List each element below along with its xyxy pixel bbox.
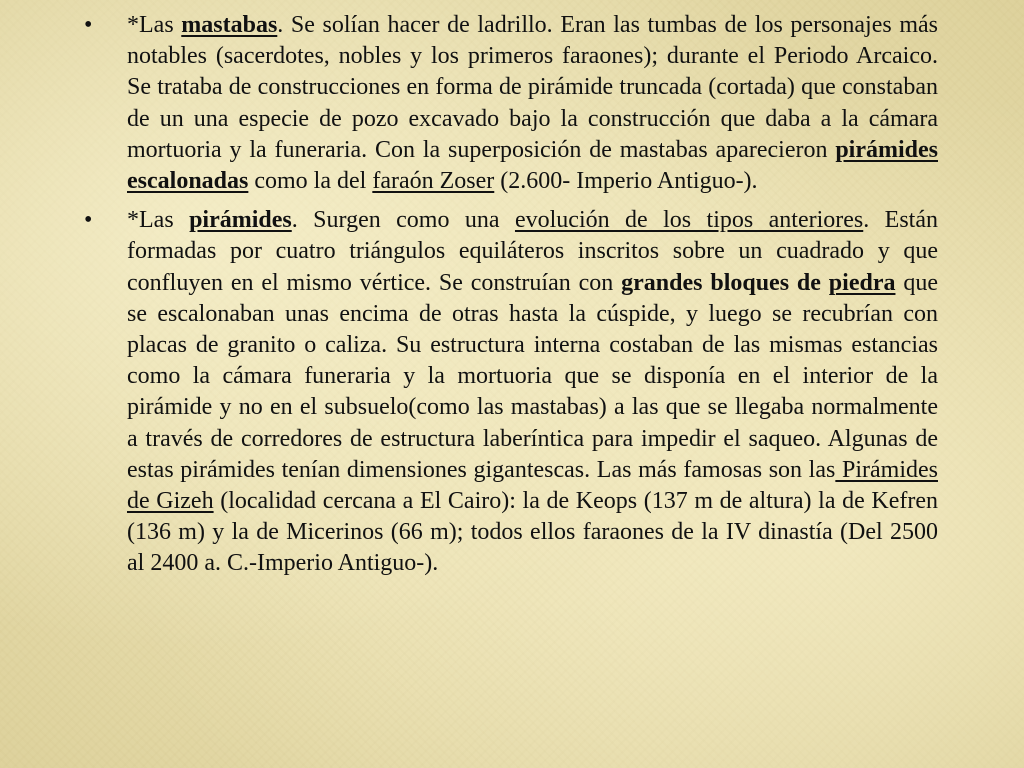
term-faraon-zoser: faraón Zoser xyxy=(372,168,495,195)
text-segment: como la del xyxy=(248,168,373,195)
text-segment: . Surgen como una xyxy=(291,207,515,234)
bullet-marker: • xyxy=(84,12,93,38)
term-grandes-bloques: grandes bloques de xyxy=(621,269,829,296)
bullet-mastabas xyxy=(84,10,938,197)
text-segment: *Las xyxy=(127,12,182,38)
text-segment: . Están formadas por cuatro triángulos equiláteros inscritos sobre un cuadrado y que confluyen en el mismo vértice. Se construían con xyxy=(127,207,938,296)
text-segment: *Las xyxy=(127,207,190,234)
text-segment: (2.600- Imperio Antiguo-). xyxy=(494,168,758,195)
term-mastabas: mastabas xyxy=(181,12,278,38)
text-segment: que se escalonaban unas encima de otras hasta la cúspide, y luego se recubrían con placas de granito o caliza. Su estructura interna costaban de las mismas estancias como la cámara funeraria y la mortuoria que se disponía en el interior de la pirámide y no en el subsuelo(como las mastabas) a las que se llegaba normalmente a través de corredores de estructura laberíntica para impedir el saqueo. Algunas de estas pirámides tenían dimensiones gigantescas. Las más famosas son las xyxy=(127,269,938,483)
term-piedra: piedra xyxy=(828,269,896,296)
bullet-marker: • xyxy=(84,207,93,234)
bullet-piramides xyxy=(84,205,938,579)
term-evolucion: evolución de los tipos anteriores xyxy=(514,207,864,234)
term-piramides-gizeh: Pirámides de Gizeh xyxy=(127,456,938,515)
term-piramides: pirámides xyxy=(189,207,292,234)
bullet-list xyxy=(84,10,938,588)
text-segment: (localidad cercana a El Cairo): la de Keops (137 m de altura) la de Kefren (136 m) y la de Micerinos (66 m); todos ellos faraones de la IV dinastía (Del 2500 al 2400 a. C.-Imperio Antiguo-). xyxy=(127,488,938,577)
text-segment: . Se solían hacer de ladrillo. Eran las tumbas de los personajes más notables (sacerdotes, nobles y los primeros faraones); durante el Periodo Arcaico. Se trataba de construcciones en forma de pirámide truncada (cortada) que constaban de un una especie de pozo excavado bajo la construcción que daba a la cámara mortuoria y la funeraria. Con la superposición de mastabas aparecieron xyxy=(127,12,938,163)
term-piramides-escalonadas: pirámides escalonadas xyxy=(127,136,938,195)
